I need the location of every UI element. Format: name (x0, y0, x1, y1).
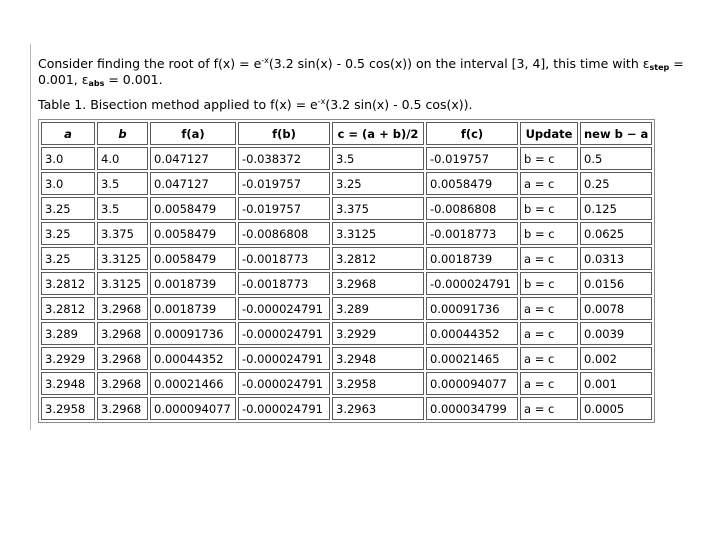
cell-b: 3.3125 (97, 272, 148, 295)
cell-fc: 0.00021465 (426, 347, 518, 370)
cell-fa: 0.0018739 (150, 297, 236, 320)
cell-c: 3.2948 (332, 347, 424, 370)
cell-new-b-minus-a: 0.0005 (580, 397, 652, 420)
cell-c: 3.5 (332, 147, 424, 170)
cell-a: 3.2948 (41, 372, 95, 395)
cell-fb: -0.0018773 (238, 247, 330, 270)
table-row (41, 197, 652, 220)
header-b: b (97, 122, 148, 145)
cell-fb: -0.0018773 (238, 272, 330, 295)
intro-paragraph (38, 56, 698, 88)
cell-c: 3.2812 (332, 247, 424, 270)
table-row (41, 172, 652, 195)
cell-fc: -0.000024791 (426, 272, 518, 295)
cell-update: a = c (520, 322, 578, 345)
intro-text-2: (3.2 sin(x) - 0.5 cos(x)) on the interval [3, 4], this time with ε (268, 56, 650, 71)
cell-c: 3.2963 (332, 397, 424, 420)
table-row (41, 322, 652, 345)
table-header-row (41, 122, 652, 145)
cell-fa: 0.00044352 (150, 347, 236, 370)
cell-fa: 0.000094077 (150, 397, 236, 420)
header-c: c = (a + b)/2 (332, 122, 424, 145)
cell-b: 4.0 (97, 147, 148, 170)
cell-new-b-minus-a: 0.0078 (580, 297, 652, 320)
cell-fb: -0.000024791 (238, 347, 330, 370)
cell-a: 3.25 (41, 222, 95, 245)
cell-fb: -0.019757 (238, 172, 330, 195)
cell-fa: 0.047127 (150, 172, 236, 195)
cell-update: b = c (520, 272, 578, 295)
cell-new-b-minus-a: 0.002 (580, 347, 652, 370)
cell-b: 3.3125 (97, 247, 148, 270)
cell-update: a = c (520, 397, 578, 420)
intro-text-1: Consider finding the root of f(x) = e (38, 56, 262, 71)
cell-fb: -0.019757 (238, 197, 330, 220)
cell-fc: 0.0058479 (426, 172, 518, 195)
cell-b: 3.5 (97, 172, 148, 195)
cell-fb: -0.0086808 (238, 222, 330, 245)
cell-fc: -0.019757 (426, 147, 518, 170)
cell-c: 3.2968 (332, 272, 424, 295)
cell-a: 3.0 (41, 147, 95, 170)
cell-a: 3.25 (41, 197, 95, 220)
cell-fa: 0.00091736 (150, 322, 236, 345)
intro-exponent: -x (261, 55, 269, 65)
cell-b: 3.2968 (97, 322, 148, 345)
caption-text-rest: (3.2 sin(x) - 0.5 cos(x)). (325, 97, 473, 112)
table-row (41, 272, 652, 295)
cell-c: 3.2958 (332, 372, 424, 395)
header-fb: f(b) (238, 122, 330, 145)
cell-a: 3.289 (41, 322, 95, 345)
cell-fb: -0.000024791 (238, 322, 330, 345)
cell-c: 3.289 (332, 297, 424, 320)
table-row (41, 297, 652, 320)
cell-fa: 0.00021466 (150, 372, 236, 395)
cell-fc: 0.0018739 (426, 247, 518, 270)
table-row (41, 372, 652, 395)
cell-c: 3.25 (332, 172, 424, 195)
cell-fc: -0.0018773 (426, 222, 518, 245)
cell-fb: -0.000024791 (238, 372, 330, 395)
cell-new-b-minus-a: 0.0313 (580, 247, 652, 270)
left-margin-rule (30, 44, 31, 430)
cell-b: 3.2968 (97, 347, 148, 370)
cell-new-b-minus-a: 0.5 (580, 147, 652, 170)
cell-b: 3.5 (97, 197, 148, 220)
cell-fa: 0.047127 (150, 147, 236, 170)
cell-a: 3.2812 (41, 272, 95, 295)
cell-c: 3.3125 (332, 222, 424, 245)
table-row (41, 347, 652, 370)
intro-text-4: = 0.001. (104, 72, 163, 87)
eps-abs-subscript: abs (88, 79, 105, 88)
header-fc: f(c) (426, 122, 518, 145)
cell-new-b-minus-a: 0.25 (580, 172, 652, 195)
cell-update: b = c (520, 147, 578, 170)
header-fa: f(a) (150, 122, 236, 145)
cell-b: 3.2968 (97, 397, 148, 420)
cell-b: 3.2968 (97, 297, 148, 320)
cell-update: b = c (520, 222, 578, 245)
cell-fc: -0.0086808 (426, 197, 518, 220)
header-a: a (41, 122, 95, 145)
cell-new-b-minus-a: 0.0156 (580, 272, 652, 295)
cell-c: 3.375 (332, 197, 424, 220)
caption-exponent: -x (317, 96, 326, 106)
header-new-b-minus-a: new b − a (580, 122, 652, 145)
cell-a: 3.0 (41, 172, 95, 195)
table-row (41, 247, 652, 270)
cell-update: a = c (520, 297, 578, 320)
cell-fc: 0.00044352 (426, 322, 518, 345)
cell-fa: 0.0058479 (150, 197, 236, 220)
cell-fa: 0.0058479 (150, 222, 236, 245)
header-update: Update (520, 122, 578, 145)
document-content (38, 56, 698, 423)
table-caption (38, 97, 698, 113)
cell-a: 3.2929 (41, 347, 95, 370)
cell-update: a = c (520, 247, 578, 270)
cell-fc: 0.000034799 (426, 397, 518, 420)
cell-new-b-minus-a: 0.001 (580, 372, 652, 395)
cell-fb: -0.000024791 (238, 297, 330, 320)
intro-text-3: = 0.001, ε (38, 56, 684, 87)
cell-update: a = c (520, 172, 578, 195)
cell-b: 3.2968 (97, 372, 148, 395)
cell-fa: 0.0018739 (150, 272, 236, 295)
cell-update: b = c (520, 197, 578, 220)
cell-fb: -0.038372 (238, 147, 330, 170)
cell-new-b-minus-a: 0.0039 (580, 322, 652, 345)
cell-c: 3.2929 (332, 322, 424, 345)
cell-update: a = c (520, 347, 578, 370)
table-row (41, 397, 652, 420)
cell-a: 3.2812 (41, 297, 95, 320)
table-row (41, 147, 652, 170)
cell-new-b-minus-a: 0.125 (580, 197, 652, 220)
caption-text: Table 1. Bisection method applied to f(x) = e (38, 97, 318, 112)
cell-new-b-minus-a: 0.0625 (580, 222, 652, 245)
bisection-table (38, 119, 655, 423)
cell-fb: -0.000024791 (238, 397, 330, 420)
eps-step-subscript: step (649, 63, 670, 72)
cell-a: 3.2958 (41, 397, 95, 420)
table-row (41, 222, 652, 245)
cell-a: 3.25 (41, 247, 95, 270)
cell-update: a = c (520, 372, 578, 395)
cell-fa: 0.0058479 (150, 247, 236, 270)
cell-b: 3.375 (97, 222, 148, 245)
cell-fc: 0.00091736 (426, 297, 518, 320)
cell-fc: 0.000094077 (426, 372, 518, 395)
